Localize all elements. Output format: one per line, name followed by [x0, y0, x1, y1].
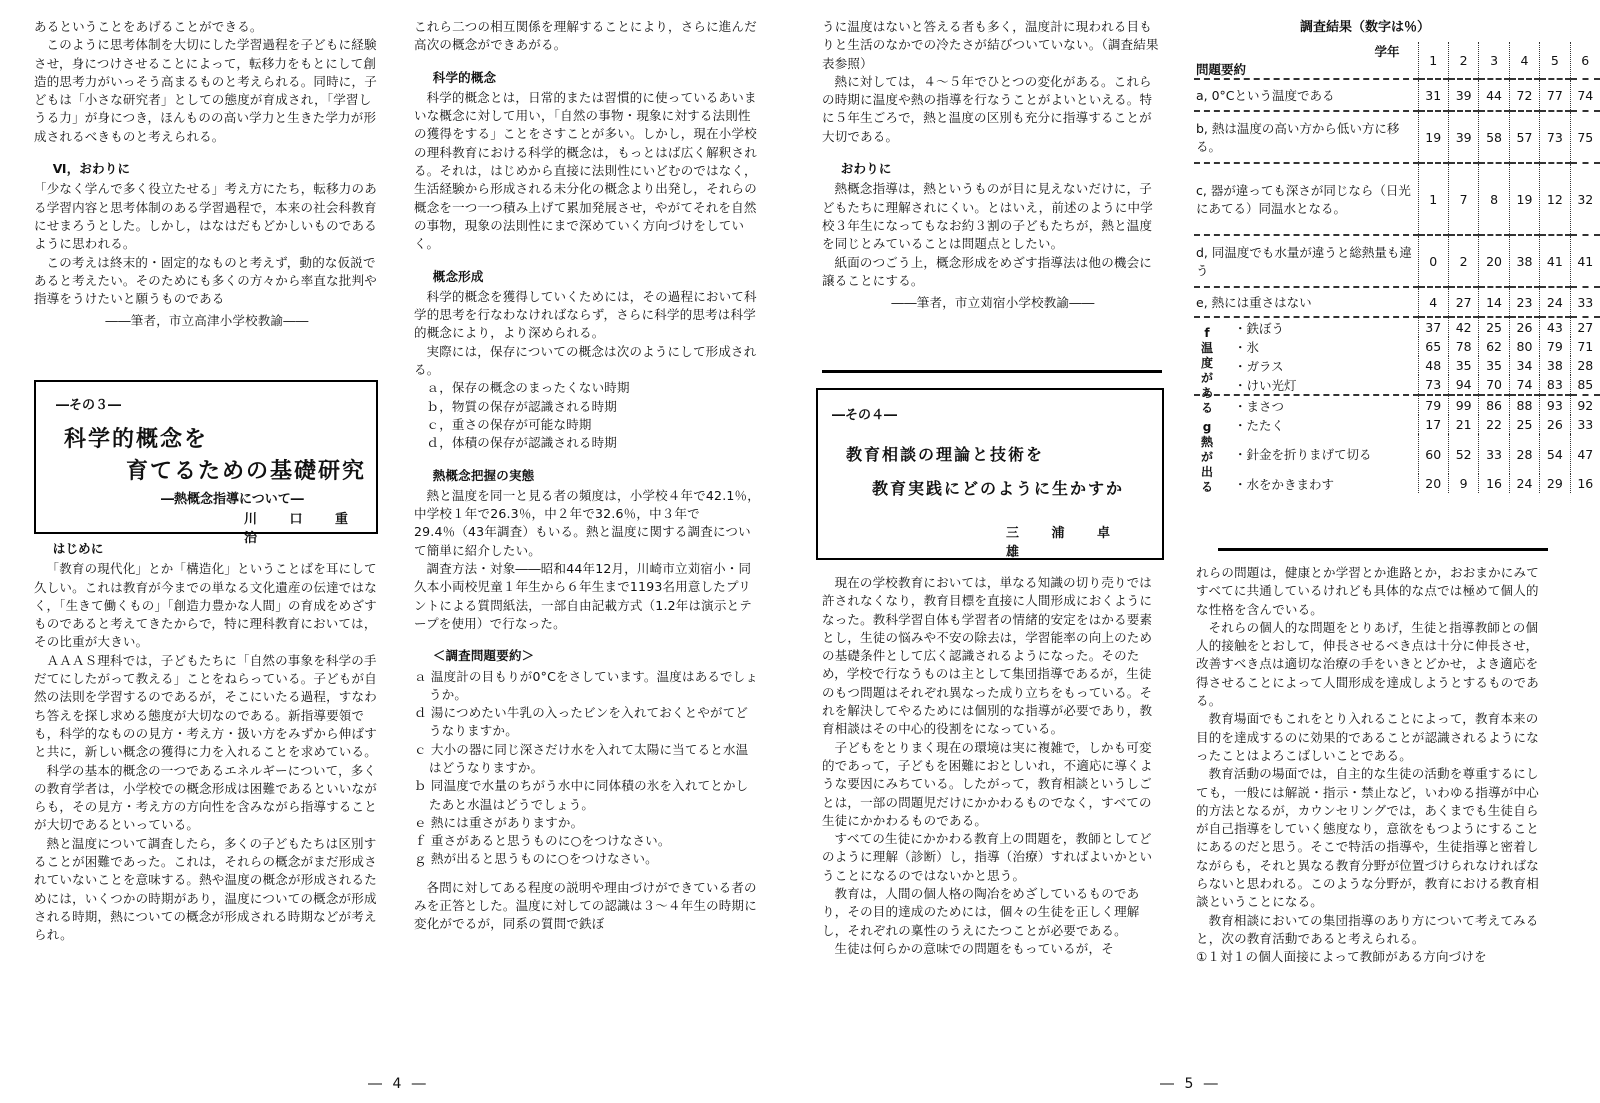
section-heading: おわりに	[840, 161, 892, 177]
table-row	[1194, 235, 1600, 287]
table-row	[1194, 356, 1600, 375]
value-cell: 60	[1418, 434, 1448, 474]
row-label: ・ガラス	[1234, 358, 1284, 374]
value-cell: 92	[1570, 395, 1600, 415]
value-cell: 65	[1418, 337, 1448, 356]
value-cell: 42	[1448, 317, 1478, 337]
value-cell: 9	[1448, 474, 1478, 493]
list-item: ｃ，重さの保存が可能な時期	[426, 416, 592, 432]
value-cell: 38	[1509, 235, 1539, 287]
grade-cell: 1	[1418, 42, 1448, 79]
table-row	[1194, 395, 1600, 415]
page-number-right: ― 5 ―	[1160, 1076, 1221, 1092]
value-cell: 94	[1448, 375, 1478, 395]
survey-table	[1194, 42, 1600, 493]
value-cell: 75	[1570, 111, 1600, 163]
survey-title: 調査結果（数字は％）	[1300, 20, 1431, 35]
value-cell: 14	[1479, 287, 1509, 317]
author-byline: ――筆者，市立高津小学校教諭――	[105, 313, 309, 329]
value-cell: 27	[1570, 317, 1600, 337]
paragraph: それらの個人的な問題をとりあげ，生徒と指導教師との個人的接触をとおして，伸長させるべき点は十分に伸長させ，改善すべき点は適切な治療の手をいきとどかせ，よき適応を得させることによって人間形成を達成しようとするものである。	[1196, 619, 1539, 709]
table-row	[1194, 111, 1600, 163]
paragraph: このように思考体制を大切にした学習過程を子どもに経験させ，身につけさせることによって，転移力をもとにして創造的思考力がいっそう高まるものと考えられる。同時に，子どもは「小さな研究者」としての態度が育成され，「学習しうる力」が身につき，ほんものの高い学力と生きた学力が形成されるべきものと考えられる。	[34, 37, 377, 144]
value-cell: 57	[1509, 111, 1539, 163]
table-row	[1194, 375, 1600, 395]
paragraph: これら二つの相互関係を理解することにより，さらに進んだ高次の概念ができあがる。	[414, 19, 757, 53]
paragraph: 子どもをとりまく現在の環境は実に複雑で，しかも可変的であって，子どもを困難におとしいれ，不適応に導くような要因にみちている。したがって，教育相談というしごとは，一部の問題児だけにかかわるものでなく，すべての生徒にかかわるものである。	[822, 739, 1153, 828]
paragraph: うに温度はないと答える者も多く，温度計に現われる目もりと生活のなかでの冷たさが結びついていない。（調査結果表参照）	[822, 19, 1159, 71]
value-cell: 39	[1448, 111, 1478, 163]
column-4	[1196, 564, 1546, 967]
value-cell: 73	[1540, 111, 1570, 163]
section-heading: ＜調査問題要約＞	[432, 648, 535, 664]
row-label: ・鉄ぼう	[1234, 320, 1285, 336]
grade-cell: 3	[1479, 42, 1509, 79]
value-cell: 43	[1540, 317, 1570, 337]
value-cell: 48	[1418, 356, 1448, 375]
article-title: 教育相談の理論と技術を	[846, 445, 1045, 464]
value-cell: 74	[1509, 375, 1539, 395]
value-cell: 71	[1570, 337, 1600, 356]
list-item: ｄ 湯につめたい牛乳の入ったビンを入れておくとやがてどうなりますか。	[414, 705, 749, 739]
value-cell: 47	[1570, 434, 1600, 474]
table-row	[1194, 474, 1600, 493]
list-item: ｆ 重さがあると思うものに○をつけなさい。	[414, 833, 671, 849]
value-cell: 35	[1479, 356, 1509, 375]
value-cell: 21	[1448, 415, 1478, 434]
value-cell: 20	[1479, 235, 1509, 287]
author-byline: ――筆者，市立苅宿小学校教諭――	[891, 295, 1095, 311]
column-3-body	[822, 574, 1164, 958]
value-cell: 20	[1418, 474, 1448, 493]
value-cell: 62	[1479, 337, 1509, 356]
row-label: ・針金を折りまげて切る	[1234, 447, 1372, 462]
column-1	[34, 18, 380, 331]
value-cell: 16	[1570, 474, 1600, 493]
value-cell: 29	[1540, 474, 1570, 493]
value-cell: 79	[1418, 395, 1448, 415]
value-cell: 28	[1509, 434, 1539, 474]
value-cell: 12	[1540, 163, 1570, 235]
paragraph: 「少なく学んで多く役立たせる」考え方にたち，転移力のある学習内容と思考体制のある学習過程で，本来の社会科教育にせまろうとした。しかし，はなはだもどかしいものであるように思われる。	[34, 181, 377, 252]
paragraph: 熱に対しては，４〜５年でひとつの変化がある。これらの時期に温度や熱の指導を行なうことがよいといえる。特に５年生ごろで，熱と温度の区別も充分に指導することが大切である。	[822, 73, 1153, 144]
paragraph: 熱と温度について調査したら，多くの子どもたちは区別することが困難であった。これは，それらの概念がまだ形成されていないことを意味する。熱や温度の概念が形成されるためには，いくつかの時期があり，温度についての概念が形成される時期，熱についての概念が形成される時期などが考えられ。	[34, 835, 377, 943]
list-item: ｂ，物質の保存が認識される時期	[426, 398, 618, 414]
grade-cell: 2	[1448, 42, 1478, 79]
value-cell: 74	[1570, 79, 1600, 111]
value-cell: 2	[1448, 235, 1478, 287]
value-cell: 83	[1540, 375, 1570, 395]
paragraph: この考えは終末的・固定的なものと考えず，動的な仮説であると考えたい。そのためにも多くの方々から率直な批判や指導をうけたいと願うものである	[34, 254, 377, 307]
value-cell: 1	[1418, 163, 1448, 235]
value-cell: 44	[1479, 79, 1509, 111]
section-heading: 概念形成	[432, 268, 484, 284]
column-1-body	[34, 540, 380, 945]
table-row	[1194, 79, 1600, 111]
paragraph: ＡＡＡＳ理科では，子どもたちに「自然の事象を科学の手だてにしたがって教える」ことをねらっている。子どもが自然の法則を学習するのであるが，そこにいたる過程，すなわち答えを探し求める態度が大切なのである。新指導要領でも，科学的なものの見方・考え方・扱い方をみずから伸ばすと共に，新しい概念の獲得に力を入れることを求めている。	[34, 652, 377, 760]
value-cell: 24	[1540, 287, 1570, 317]
value-cell: 25	[1479, 317, 1509, 337]
value-cell: 26	[1509, 317, 1539, 337]
value-cell: 70	[1479, 375, 1509, 395]
value-cell: 54	[1540, 434, 1570, 474]
series-label: ―その３―	[56, 398, 122, 413]
value-cell: 41	[1540, 235, 1570, 287]
question-list	[414, 668, 760, 869]
value-cell: 41	[1570, 235, 1600, 287]
article-title: 科学的概念を	[64, 427, 209, 452]
paragraph: 科学的概念とは，日常的または習慣的に使っているあいまいな概念に対して用い，「自然の事物・現象に対する法則性の獲得をする」ことをさすことが多い。しかし，現在小学校の理科教育における科学的概念は，もっとはば広く解釈される。それは，はじめから直接に法則性にいどむのではなく，生活経験から形成される未分化の概念より出発し，それらの概念を一つ一つ積み上げて累加発展させ，やがてそれを自然の事物，現象の法則性にまで深めていく方向づけをしていく。	[414, 89, 757, 252]
value-cell: 28	[1570, 356, 1600, 375]
section-heading: 熱概念把握の実態	[432, 467, 535, 483]
value-cell: 99	[1448, 395, 1478, 415]
value-cell: 93	[1540, 395, 1570, 415]
list-item: ｇ 熱が出ると思うものに○をつけなさい。	[414, 851, 658, 867]
value-cell: 19	[1418, 111, 1448, 163]
paragraph: 熱概念指導は，熱というものが目に見えないだけに，子どもたちに理解されにくい。とはいえ，前述のように中学校３年生になってもなお約３割の子どもたちが，熱と温度を同じとみていることは問題点としたい。	[822, 181, 1153, 252]
paragraph: ①１対１の個人面接によって教師がある方向づけを	[1196, 949, 1487, 965]
value-cell: 78	[1448, 337, 1478, 356]
list-item: ａ 温度計の目もりが0°Cをさしています。温度はあるでしょうか。	[414, 668, 759, 702]
row-label: b, 熱は温度の高い方から低い方に移る。	[1194, 111, 1418, 163]
table-header-row	[1194, 42, 1600, 79]
column-3	[822, 18, 1164, 312]
list-item: ｄ，体積の保存が認識される時期	[426, 435, 618, 451]
list-item: ｃ 大小の器に同じ深さだけ水を入れて太陽に当てると水温はどうなりますか。	[414, 741, 749, 775]
divider	[1218, 548, 1548, 551]
value-cell: 33	[1479, 434, 1509, 474]
value-cell: 52	[1448, 434, 1478, 474]
paragraph: 教育は，人間の個人格の陶冶をめざしているものであり，その目的達成のためには，個々の生徒を正しく理解し，それぞれの稟性のうえにたつことが必要である。	[822, 886, 1140, 938]
problem-label: 問題要約	[1196, 62, 1247, 77]
value-cell: 32	[1570, 163, 1600, 235]
paragraph: 教育場面でもこれをとり入れることによって，教育本来の目的を達成するのに効果的であることが認識されるようになったことはよろこばしいことである。	[1196, 711, 1539, 763]
article-title-box	[816, 388, 1164, 560]
grade-cell: 6	[1570, 42, 1600, 79]
value-cell: 16	[1479, 474, 1509, 493]
row-label: ・氷	[1234, 339, 1260, 355]
f-group-label: f 温度がある	[1200, 326, 1213, 415]
table-row	[1194, 317, 1600, 337]
grade-cell: 4	[1509, 42, 1539, 79]
row-label: ・けい光灯	[1194, 375, 1418, 395]
paragraph: 実際には，保存についての概念は次のようにして形成される。	[414, 343, 757, 378]
value-cell: 35	[1448, 356, 1478, 375]
row-label: ・水をかきまわす	[1234, 476, 1335, 492]
value-cell: 73	[1418, 375, 1448, 395]
value-cell: 19	[1509, 163, 1539, 235]
list-item: ａ，保存の概念のまったくない時期	[426, 380, 630, 396]
paragraph: 各問に対してある程度の説明や理由づけができている者のみを正答とした。温度に対しての認識は３〜４年生の時期に変化がでるが，同系の質問で鉄ぼ	[414, 879, 757, 932]
value-cell: 39	[1448, 79, 1478, 111]
row-label: c, 器が違っても深さが同じなら（日光にあてる）同温水となる。	[1194, 163, 1418, 235]
paragraph: 調査方法・対象――昭和44年12月，川崎市立苅宿小・同久本小両校児童１年生から６年生まで1193名用意したプリントによる質問紙法，一部自由記載方式（1.2年は演示とテープを使用）で行なった。	[414, 561, 752, 631]
value-cell: 0	[1418, 235, 1448, 287]
value-cell: 77	[1540, 79, 1570, 111]
value-cell: 34	[1509, 356, 1539, 375]
value-cell: 37	[1418, 317, 1448, 337]
paragraph: 科学の基本的概念の一つであるエネルギーについて，多くの教育学者は，小学校での概念形成は困難であるといいながらも，その見方・考え方の方向性を含みながら指導することが大切であるといっている。	[34, 762, 377, 833]
paragraph: あるということをあげることができる。	[34, 19, 263, 34]
paragraph: 生徒は何らかの意味での問題をもっているが，そ	[834, 940, 1114, 956]
article-title-line2: 育てるための基礎研究	[126, 459, 367, 484]
value-cell: 23	[1509, 287, 1539, 317]
section-heading: はじめに	[52, 541, 104, 556]
list-item: ｅ 熱には重さがありますか。	[414, 814, 584, 830]
value-cell: 58	[1479, 111, 1509, 163]
value-cell: 26	[1540, 415, 1570, 434]
row-label: a, 0°Cという温度である	[1194, 79, 1418, 111]
table-row	[1194, 337, 1600, 356]
section-heading: Ⅵ，おわりに	[52, 161, 131, 177]
table-row	[1194, 415, 1600, 434]
value-cell: 17	[1418, 415, 1448, 434]
value-cell: 24	[1509, 474, 1539, 493]
paragraph: 「教育の現代化」とか「構造化」ということばを耳にして久しい。これは教育が今までの単なる文化遺産の伝達ではなく，「生きて働くもの」「創造力豊かな人間」の育成をめざすものであると考えてきたからで，特に理科教育においては，その比重が大きい。	[34, 561, 377, 650]
paragraph: れらの問題は，健康とか学習とか進路とか，おおまかにみてすべてに共通しているけれども具体的な点では極めて個人的な性格を含んでいる。	[1196, 565, 1539, 617]
row-label: d, 同温度でも水量が違うと総熱量も違う	[1194, 235, 1418, 287]
paragraph: すべての生徒にかかわる教育上の問題を，教師としてどのように理解（診断）し，指導（治療）すればよいかということになるのではないかと思う。	[822, 831, 1153, 883]
value-cell: 72	[1509, 79, 1539, 111]
page-number-left: ― 4 ―	[368, 1076, 429, 1092]
value-cell: 38	[1540, 356, 1570, 375]
value-cell: 80	[1509, 337, 1539, 356]
value-cell: 8	[1479, 163, 1509, 235]
paragraph: 紙面のつごう上，概念形成をめざす指導法は他の機会に譲ることにする。	[822, 254, 1153, 288]
article-title-line2: 教育実践にどのように生かすか	[872, 479, 1125, 498]
article-author: 三 浦 卓 雄	[1006, 526, 1125, 560]
value-cell: 27	[1448, 287, 1478, 317]
value-cell: 33	[1570, 287, 1600, 317]
grade-cell: 5	[1540, 42, 1570, 79]
table-row	[1194, 287, 1600, 317]
g-group-label: g 熱が出る	[1200, 420, 1213, 494]
section-heading: 科学的概念	[432, 69, 497, 85]
value-cell: 85	[1570, 375, 1600, 395]
list-item: ｂ 同温度で水量のちがう水中に同体積の氷を入れてとかしたあと水温はどうでしょう。	[414, 778, 749, 812]
value-cell: 33	[1570, 415, 1600, 434]
value-cell: 86	[1479, 395, 1509, 415]
value-cell: 25	[1509, 415, 1539, 434]
row-label: ・まさつ	[1234, 398, 1285, 414]
divider	[822, 370, 1162, 373]
paragraph: 熱と温度を同一と見る者の頻度は，小学校４年で42.1％，中学校１年で26.3％，中２年で32.6％，中３年で29.4％（43年調査）もいる。熱と温度に関する調査について簡単に紹介したい。	[414, 487, 760, 558]
row-label: ・たたく	[1234, 417, 1285, 433]
article-subtitle: ―熱概念指導について―	[161, 492, 304, 507]
paragraph: 科学的概念を獲得していくためには，その過程において科学的思考を行なわなければならず，さらに科学的思考は科学的概念により，より深められる。	[414, 288, 757, 341]
header-cell	[1194, 42, 1418, 79]
value-cell: 79	[1540, 337, 1570, 356]
grade-label: 学年	[1374, 44, 1400, 59]
value-cell: 22	[1479, 415, 1509, 434]
series-label: ―その４―	[832, 408, 898, 423]
column-2	[414, 18, 760, 934]
value-cell: 4	[1418, 287, 1448, 317]
paragraph: 現在の学校教育においては，単なる知識の切り売りでは許されなくなり，教育目標を直接に人間形成におくようになった。教科学習自体も学習者の情緒的安定をはかる要素とし，生徒の悩みや不安の除去は，学習能率の向上のための基礎条件として広く認識されるようになった。そのため，学校で行なうものは主として集団指導であるが，生徒のもつ問題はそれぞれ異なった成り立ちをもっている。それを解決してやるためには個別的な指導が必要であり，教育相談はその中心的役割をになっている。	[822, 575, 1153, 737]
value-cell: 7	[1448, 163, 1478, 235]
value-cell: 88	[1509, 395, 1539, 415]
stage-list	[414, 379, 760, 452]
table-row	[1194, 163, 1600, 235]
article-title-box	[34, 380, 378, 546]
table-row	[1194, 434, 1600, 474]
row-label: e, 熱には重さはない	[1194, 287, 1418, 317]
paragraph: 教育活動の場面では，自主的な生徒の活動を尊重するにしても，一般には解説・指示・禁止など，いわゆる指導が中心的方法となるが，カウンセリングでは，あくまでも生徒自らが自己指導をしていく態度なり，意欲をもつようにすることにあるのだと思う。そこで特活の指導や，生徒指導と密着しながらも，それと異なる教育分野が位置づけられなければならないと思われる。このような分野が，教育における教育相談ということになる。	[1196, 766, 1539, 910]
article-author: 川 口 重 治	[244, 512, 363, 546]
value-cell: 31	[1418, 79, 1448, 111]
paragraph: 教育相談においての集団指導のあり方について考えてみると，次の教育活動であると考えられる。	[1196, 912, 1539, 946]
